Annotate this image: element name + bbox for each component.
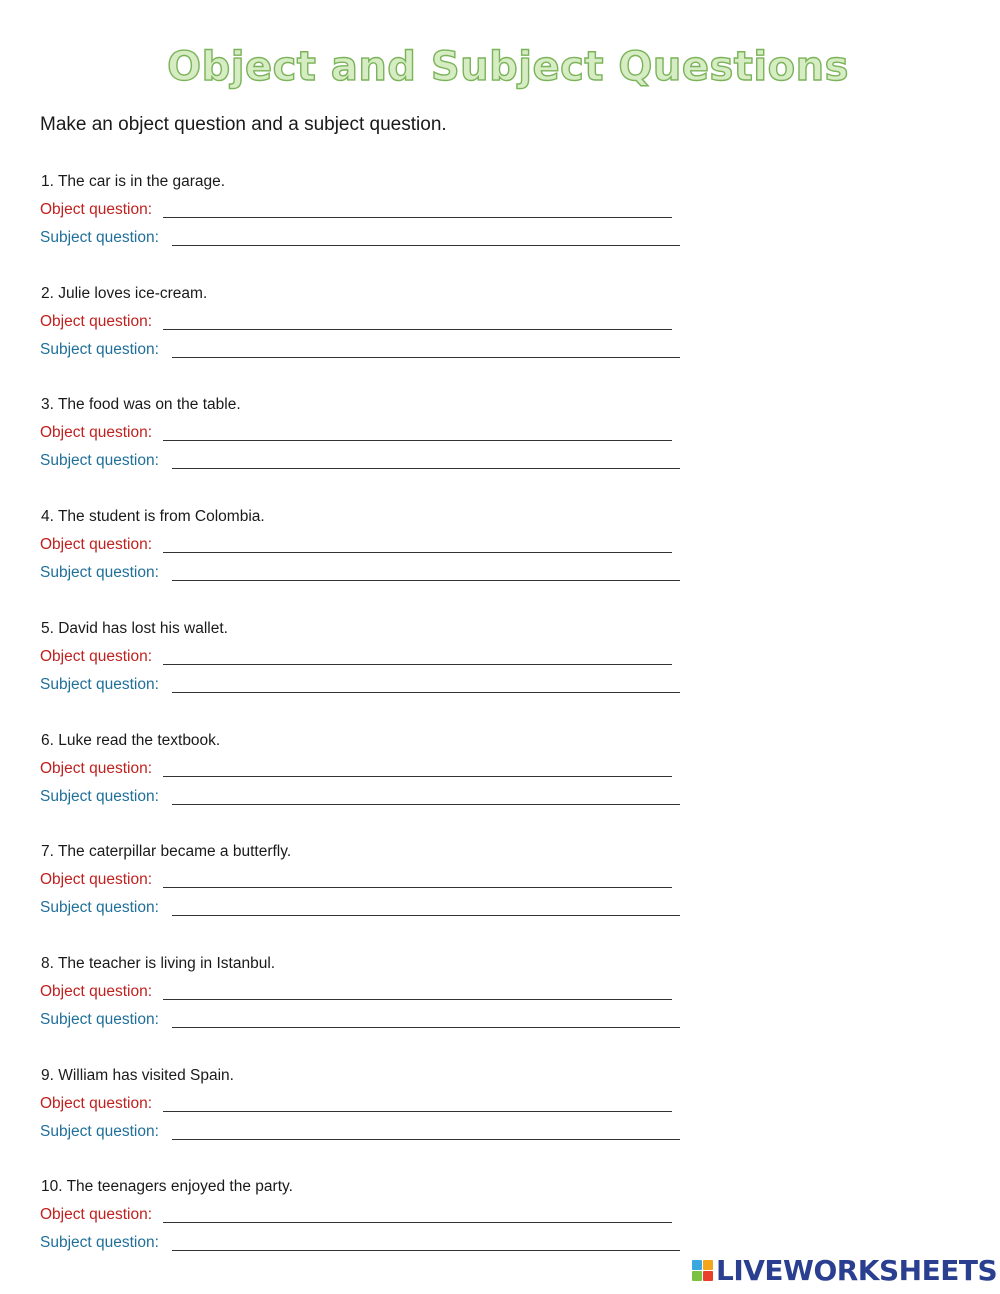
- object-question-label: Object question:: [40, 983, 153, 1000]
- object-question-input[interactable]: [163, 983, 672, 1000]
- exercise-item: [40, 620, 690, 700]
- subject-question-input[interactable]: [172, 1234, 680, 1251]
- exercise-item: [40, 1067, 690, 1147]
- exercise-sentence: 2. Julie loves ice-cream.: [41, 285, 208, 302]
- subject-question-label: Subject question:: [40, 564, 159, 581]
- object-question-input[interactable]: [163, 760, 672, 777]
- subject-question-input[interactable]: [172, 564, 680, 581]
- exercise-sentence: 3. The food was on the table.: [41, 396, 241, 413]
- exercise-item: [40, 732, 690, 812]
- subject-question-label: Subject question:: [40, 788, 159, 805]
- subject-question-input[interactable]: [172, 229, 680, 246]
- object-question-label: Object question:: [40, 424, 153, 441]
- object-question-label: Object question:: [40, 1206, 153, 1223]
- object-question-label: Object question:: [40, 760, 153, 777]
- exercise-item: [40, 396, 690, 476]
- subject-question-label: Subject question:: [40, 229, 159, 246]
- exercise-item: [40, 843, 690, 923]
- object-question-input[interactable]: [163, 648, 672, 665]
- exercise-sentence: 4. The student is from Colombia.: [41, 508, 265, 525]
- object-question-input[interactable]: [163, 1206, 672, 1223]
- exercise-sentence: 10. The teenagers enjoyed the party.: [41, 1178, 293, 1195]
- object-question-input[interactable]: [163, 871, 672, 888]
- subject-question-label: Subject question:: [40, 899, 159, 916]
- object-question-input[interactable]: [163, 201, 672, 218]
- subject-question-input[interactable]: [172, 1011, 680, 1028]
- exercise-sentence: 8. The teacher is living in Istanbul.: [41, 955, 276, 972]
- object-question-input[interactable]: [163, 536, 672, 553]
- exercise-sentence: 7. The caterpillar became a butterfly.: [41, 843, 292, 860]
- logo-square-green: [692, 1271, 702, 1281]
- exercise-item: [40, 955, 690, 1035]
- exercise-sentence: 6. Luke read the textbook.: [41, 732, 221, 749]
- worksheet-title: Object and Subject Questions: [167, 44, 849, 90]
- subject-question-input[interactable]: [172, 452, 680, 469]
- object-question-label: Object question:: [40, 1095, 153, 1112]
- exercise-item: [40, 173, 690, 253]
- subject-question-input[interactable]: [172, 788, 680, 805]
- subject-question-label: Subject question:: [40, 676, 159, 693]
- logo-square-orange: [703, 1260, 713, 1270]
- liveworksheets-logo: [692, 1254, 997, 1287]
- subject-question-input[interactable]: [172, 676, 680, 693]
- subject-question-label: Subject question:: [40, 1234, 159, 1251]
- object-question-input[interactable]: [163, 424, 672, 441]
- instruction-text: Make an object question and a subject question.: [40, 114, 447, 135]
- object-question-label: Object question:: [40, 648, 153, 665]
- subject-question-input[interactable]: [172, 899, 680, 916]
- subject-question-label: Subject question:: [40, 341, 159, 358]
- exercise-sentence: 1. The car is in the garage.: [41, 173, 226, 190]
- object-question-label: Object question:: [40, 536, 153, 553]
- object-question-label: Object question:: [40, 313, 153, 330]
- subject-question-label: Subject question:: [40, 1123, 159, 1140]
- exercise-item: [40, 285, 690, 365]
- subject-question-label: Subject question:: [40, 1011, 159, 1028]
- subject-question-input[interactable]: [172, 1123, 680, 1140]
- logo-square-red: [703, 1271, 713, 1281]
- subject-question-input[interactable]: [172, 341, 680, 358]
- exercise-sentence: 5. David has lost his wallet.: [41, 620, 228, 637]
- object-question-input[interactable]: [163, 1095, 672, 1112]
- liveworksheets-logo-icon: [692, 1260, 713, 1281]
- exercise-item: [40, 508, 690, 588]
- object-question-label: Object question:: [40, 201, 153, 218]
- subject-question-label: Subject question:: [40, 452, 159, 469]
- exercise-item: [40, 1178, 690, 1258]
- logo-square-blue: [692, 1260, 702, 1270]
- exercise-sentence: 9. William has visited Spain.: [41, 1067, 234, 1084]
- logo-text: LIVEWORKSHEETS: [716, 1254, 998, 1287]
- object-question-label: Object question:: [40, 871, 153, 888]
- object-question-input[interactable]: [163, 313, 672, 330]
